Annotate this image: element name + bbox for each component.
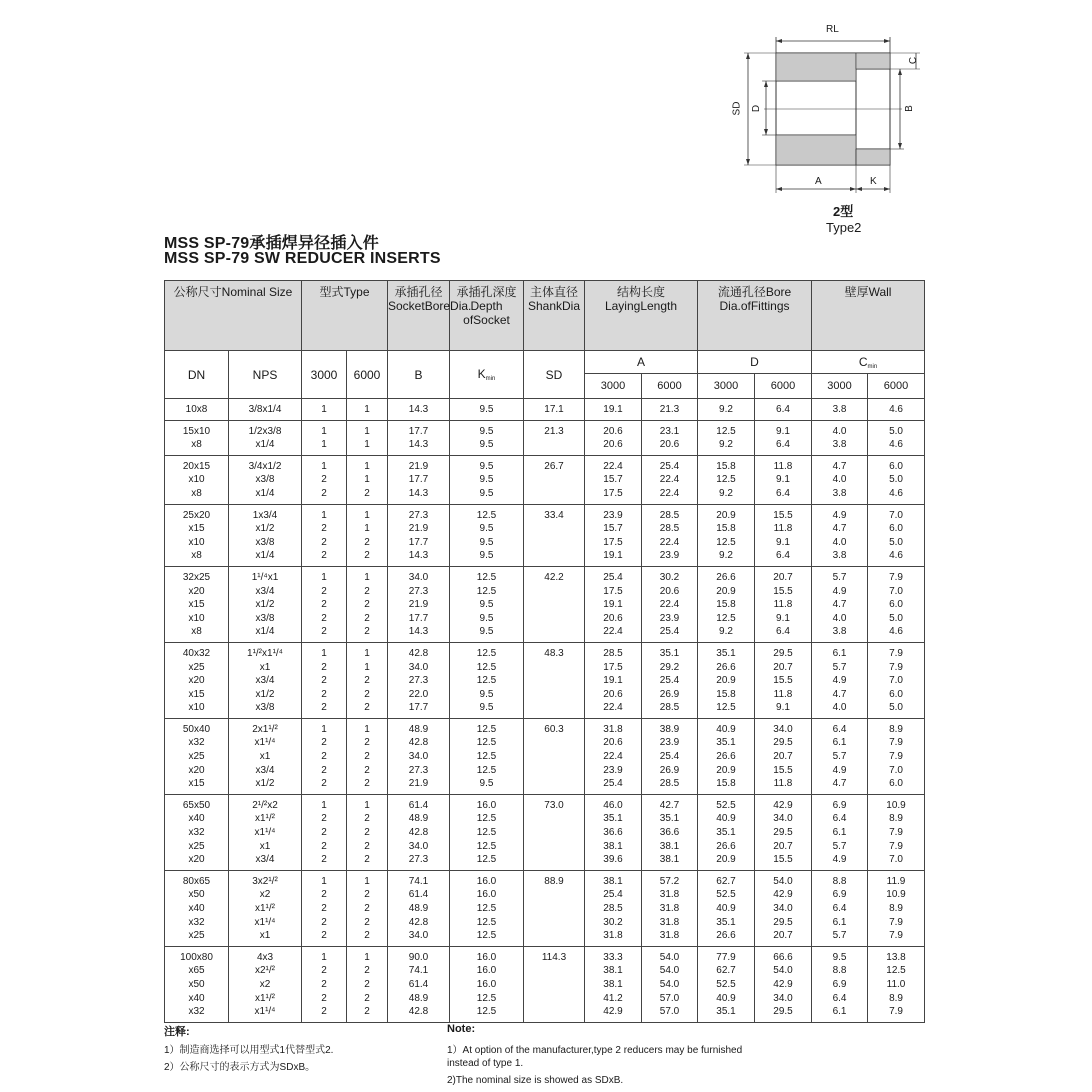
cell-a6000: 35.1 29.2 25.4 26.9 28.5: [642, 642, 698, 718]
cell-a3000: 31.8 20.6 22.4 23.9 25.4: [585, 718, 642, 794]
cell-dn: 20x15 x10 x8: [165, 455, 229, 504]
cell-nps: 3/4x1/2 x3/8 x1/4: [229, 455, 302, 504]
cell-d6000: 9.1 6.4: [755, 420, 812, 455]
cell-c6000: 5.0 4.6: [868, 420, 925, 455]
cell-d6000: 42.9 34.0 29.5 20.7 15.5: [755, 794, 812, 870]
cell-b: 27.3 21.9 17.7 14.3: [388, 504, 450, 566]
cell-dn: 15x10 x8: [165, 420, 229, 455]
cell-a3000: 28.5 17.5 19.1 20.6 22.4: [585, 642, 642, 718]
cell-d3000: 77.9 62.7 52.5 40.9 35.1: [698, 946, 755, 1022]
cell-sd: 33.4: [524, 504, 585, 566]
c-header: $C_{min}$: [812, 351, 925, 374]
cell-b: 90.0 74.1 61.4 48.9 42.8: [388, 946, 450, 1022]
cell-d3000: 20.9 15.8 12.5 9.2: [698, 504, 755, 566]
cell-t3000: 1 2 2 2 2: [302, 718, 347, 794]
cell-dn: 25x20 x15 x10 x8: [165, 504, 229, 566]
cell-d6000: 11.8 9.1 6.4: [755, 455, 812, 504]
wall-header: 壁厚Wall: [812, 281, 925, 351]
a-label: A: [815, 176, 822, 187]
bore-dia-header: 流通孔径Bore Dia.ofFittings: [698, 281, 812, 351]
cell-b: 21.9 17.7 14.3: [388, 455, 450, 504]
title-en: MSS SP-79 SW REDUCER INSERTS: [164, 250, 441, 267]
cell-c3000: 8.8 6.9 6.4 6.1 5.7: [812, 870, 868, 946]
cell-d3000: 12.5 9.2: [698, 420, 755, 455]
size-group-row: [165, 504, 925, 566]
cell-c6000: 10.9 8.9 7.9 7.9 7.0: [868, 794, 925, 870]
cell-sd: 48.3: [524, 642, 585, 718]
cell-t3000: 1: [302, 399, 347, 421]
d-label: D: [751, 104, 763, 113]
cell-sd: 21.3: [524, 420, 585, 455]
cell-sd: 114.3: [524, 946, 585, 1022]
note-cn-1: 1）制造商选择可以用型式1代替型式2.: [164, 1045, 334, 1056]
cell-d3000: 35.1 26.6 20.9 15.8 12.5: [698, 642, 755, 718]
cell-c3000: 4.0 3.8: [812, 420, 868, 455]
cell-dn: 10x8: [165, 399, 229, 421]
reducer-section-svg: [720, 15, 930, 240]
cell-k: 9.5: [450, 399, 524, 421]
c-6000-header: 6000: [868, 374, 925, 399]
cell-t3000: 1 2 2: [302, 455, 347, 504]
cell-k: 9.5 9.5 9.5: [450, 455, 524, 504]
cell-k: 12.5 12.5 12.5 12.5 9.5: [450, 718, 524, 794]
cell-a6000: 54.0 54.0 54.0 57.0 57.0: [642, 946, 698, 1022]
type-header: 型式Type: [302, 281, 388, 351]
cell-a3000: 25.4 17.5 19.1 20.6 22.4: [585, 566, 642, 642]
cell-d6000: 29.5 20.7 15.5 11.8 9.1: [755, 642, 812, 718]
c-label: C: [908, 56, 920, 65]
laying-length-header: 结构长度LayingLength: [585, 281, 698, 351]
cell-a3000: 22.4 15.7 17.5: [585, 455, 642, 504]
dn-header: DN: [165, 351, 229, 399]
cell-c3000: 6.1 5.7 4.9 4.7 4.0: [812, 642, 868, 718]
cell-d6000: 54.0 42.9 34.0 29.5 20.7: [755, 870, 812, 946]
cell-nps: 1¹/⁴x1 x3/4 x1/2 x3/8 x1/4: [229, 566, 302, 642]
size-group-row: [165, 718, 925, 794]
sd-label: SD: [731, 101, 743, 116]
cell-a6000: 42.7 35.1 36.6 38.1 38.1: [642, 794, 698, 870]
cell-a6000: 38.9 23.9 25.4 26.9 28.5: [642, 718, 698, 794]
cell-b: 74.1 61.4 48.9 42.8 34.0: [388, 870, 450, 946]
a-3000-header: 3000: [585, 374, 642, 399]
cell-a3000: 19.1: [585, 399, 642, 421]
cell-dn: 80x65 x50 x40 x32 x25: [165, 870, 229, 946]
cell-d6000: 15.5 11.8 9.1 6.4: [755, 504, 812, 566]
cell-nps: 1/2x3/8 x1/4: [229, 420, 302, 455]
note-en-1: 1）At option of the manufacturer,type 2 reducers may be furnished: [447, 1045, 743, 1056]
cell-k: 16.0 16.0 12.5 12.5 12.5: [450, 870, 524, 946]
note-en-2: instead of type 1.: [447, 1058, 524, 1069]
size-group-row: [165, 870, 925, 946]
cell-sd: 42.2: [524, 566, 585, 642]
cell-dn: 40x32 x25 x20 x15 x10: [165, 642, 229, 718]
nps-header: NPS: [229, 351, 302, 399]
cell-b: 14.3: [388, 399, 450, 421]
cell-t3000: 1 2 2 2 2: [302, 642, 347, 718]
cell-a6000: 25.4 22.4 22.4: [642, 455, 698, 504]
cell-c6000: 11.9 10.9 8.9 7.9 7.9: [868, 870, 925, 946]
note-en-3: 2)The nominal size is showed as SDxB.: [447, 1075, 624, 1086]
cell-t6000: 1 2 2 2 2: [347, 566, 388, 642]
cell-t3000: 1 2 2 2 2: [302, 946, 347, 1022]
cell-sd: 17.1: [524, 399, 585, 421]
cell-sd: 60.3: [524, 718, 585, 794]
cell-c6000: 7.9 7.9 7.0 6.0 5.0: [868, 642, 925, 718]
cell-k: 12.5 12.5 9.5 9.5 9.5: [450, 566, 524, 642]
cell-c6000: 8.9 7.9 7.9 7.0 6.0: [868, 718, 925, 794]
cell-dn: 32x25 x20 x15 x10 x8: [165, 566, 229, 642]
cell-d6000: 34.0 29.5 20.7 15.5 11.8: [755, 718, 812, 794]
size-group-row: [165, 946, 925, 1022]
c-3000-header: 3000: [812, 374, 868, 399]
cell-d3000: 40.9 35.1 26.6 20.9 15.8: [698, 718, 755, 794]
notes-cn-title: 注释:: [164, 1026, 190, 1038]
cell-t6000: 1 1 2: [347, 455, 388, 504]
type2-drawing: [720, 15, 930, 240]
cell-sd: 73.0: [524, 794, 585, 870]
cell-b: 61.4 48.9 42.8 34.0 27.3: [388, 794, 450, 870]
cell-dn: 65x50 x40 x32 x25 x20: [165, 794, 229, 870]
cell-c6000: 13.8 12.5 11.0 8.9 7.9: [868, 946, 925, 1022]
type-6000-header: 6000: [347, 351, 388, 399]
a-header: A: [585, 351, 698, 374]
cell-a3000: 23.9 15.7 17.5 19.1: [585, 504, 642, 566]
type-cn-label: 2型: [833, 204, 854, 219]
cell-a3000: 20.6 20.6: [585, 420, 642, 455]
cell-t6000: 1 2 2 2 2: [347, 870, 388, 946]
type-en-label: Type2: [826, 220, 862, 235]
cell-d6000: 6.4: [755, 399, 812, 421]
cell-c3000: 4.9 4.7 4.0 3.8: [812, 504, 868, 566]
k-label: K: [870, 176, 877, 187]
cell-d3000: 26.6 20.9 15.8 12.5 9.2: [698, 566, 755, 642]
cell-c6000: 4.6: [868, 399, 925, 421]
cell-d3000: 52.5 40.9 35.1 26.6 20.9: [698, 794, 755, 870]
size-group-row: [165, 642, 925, 718]
cell-a6000: 28.5 28.5 22.4 23.9: [642, 504, 698, 566]
cell-t6000: 1 2 2 2 2: [347, 946, 388, 1022]
cell-d3000: 9.2: [698, 399, 755, 421]
cell-b: 42.8 34.0 27.3 22.0 17.7: [388, 642, 450, 718]
k-header: $K_{min}$: [450, 351, 524, 399]
cell-b: 34.0 27.3 21.9 17.7 14.3: [388, 566, 450, 642]
b-label: B: [903, 105, 915, 112]
cell-nps: 2¹/²x2 x1¹/² x1¹/⁴ x1 x3/4: [229, 794, 302, 870]
cell-t6000: 1 1: [347, 420, 388, 455]
sd-header: SD: [524, 351, 585, 399]
cell-a3000: 46.0 35.1 36.6 38.1 39.6: [585, 794, 642, 870]
cell-d6000: 20.7 15.5 11.8 9.1 6.4: [755, 566, 812, 642]
d-6000-header: 6000: [755, 374, 812, 399]
size-group-row: [165, 794, 925, 870]
cell-sd: 88.9: [524, 870, 585, 946]
cell-c3000: 5.7 4.9 4.7 4.0 3.8: [812, 566, 868, 642]
cell-t6000: 1 2 2 2 2: [347, 794, 388, 870]
cell-a6000: 30.2 20.6 22.4 23.9 25.4: [642, 566, 698, 642]
cell-a6000: 23.1 20.6: [642, 420, 698, 455]
cell-c3000: 6.9 6.4 6.1 5.7 4.9: [812, 794, 868, 870]
spec-table-body: [165, 399, 925, 1023]
header-row-1: [165, 281, 925, 351]
b-header: B: [388, 351, 450, 399]
cell-c6000: 7.9 7.0 6.0 5.0 4.6: [868, 566, 925, 642]
cell-k: 16.0 16.0 16.0 12.5 12.5: [450, 946, 524, 1022]
cell-b: 17.7 14.3: [388, 420, 450, 455]
d-header: D: [698, 351, 812, 374]
cell-d3000: 15.8 12.5 9.2: [698, 455, 755, 504]
cell-nps: 1x3/4 x1/2 x3/8 x1/4: [229, 504, 302, 566]
nominal-size-header: 公称尺寸Nominal Size: [165, 281, 302, 351]
cell-t6000: 1 1 2 2: [347, 504, 388, 566]
cell-k: 16.0 12.5 12.5 12.5 12.5: [450, 794, 524, 870]
title-cn: MSS SP-79承插焊异径插入件: [164, 235, 379, 252]
type-3000-header: 3000: [302, 351, 347, 399]
cell-c3000: 4.7 4.0 3.8: [812, 455, 868, 504]
cell-t3000: 1 2 2 2 2: [302, 870, 347, 946]
cell-k: 12.5 12.5 12.5 9.5 9.5: [450, 642, 524, 718]
cell-c3000: 3.8: [812, 399, 868, 421]
cell-c3000: 9.5 8.8 6.9 6.4 6.1: [812, 946, 868, 1022]
size-group-row: [165, 566, 925, 642]
cell-c6000: 7.0 6.0 5.0 4.6: [868, 504, 925, 566]
spec-table: [164, 280, 925, 1023]
cell-nps: 2x1¹/² x1¹/⁴ x1 x3/4 x1/2: [229, 718, 302, 794]
cell-nps: 3/8x1/4: [229, 399, 302, 421]
cell-a3000: 38.1 25.4 28.5 30.2 31.8: [585, 870, 642, 946]
cell-c6000: 6.0 5.0 4.6: [868, 455, 925, 504]
cell-d3000: 62.7 52.5 40.9 35.1 26.6: [698, 870, 755, 946]
cell-dn: 50x40 x32 x25 x20 x15: [165, 718, 229, 794]
cell-d6000: 66.6 54.0 42.9 34.0 29.5: [755, 946, 812, 1022]
cell-t6000: 1: [347, 399, 388, 421]
size-group-row: [165, 399, 925, 421]
cell-t3000: 1 2 2 2: [302, 504, 347, 566]
cell-nps: 4x3 x2¹/² x2 x1¹/² x1¹/⁴: [229, 946, 302, 1022]
cell-b: 48.9 42.8 34.0 27.3 21.9: [388, 718, 450, 794]
cell-a3000: 33.3 38.1 38.1 41.2 42.9: [585, 946, 642, 1022]
cell-nps: 1¹/²x1¹/⁴ x1 x3/4 x1/2 x3/8: [229, 642, 302, 718]
size-group-row: [165, 420, 925, 455]
socket-bore-header: 承插孔径SocketBoreDia.: [388, 281, 450, 351]
rl-label: RL: [826, 24, 839, 35]
cell-t6000: 1 1 2 2 2: [347, 642, 388, 718]
notes-en-title: Note:: [447, 1023, 476, 1035]
d-3000-header: 3000: [698, 374, 755, 399]
cell-k: 9.5 9.5: [450, 420, 524, 455]
cell-c3000: 6.4 6.1 5.7 4.9 4.7: [812, 718, 868, 794]
socket-depth-header: 承插孔深度Depth ofSocket: [450, 281, 524, 351]
cell-t6000: 1 2 2 2 2: [347, 718, 388, 794]
header-row-2: [165, 351, 925, 374]
size-group-row: [165, 455, 925, 504]
cell-t3000: 1 2 2 2 2: [302, 794, 347, 870]
cell-nps: 3x2¹/² x2 x1¹/² x1¹/⁴ x1: [229, 870, 302, 946]
note-cn-2: 2）公称尺寸的表示方式为SDxB。: [164, 1062, 316, 1073]
cell-a6000: 21.3: [642, 399, 698, 421]
cell-a6000: 57.2 31.8 31.8 31.8 31.8: [642, 870, 698, 946]
a-6000-header: 6000: [642, 374, 698, 399]
cell-dn: 100x80 x65 x50 x40 x32: [165, 946, 229, 1022]
cell-sd: 26.7: [524, 455, 585, 504]
cell-k: 12.5 9.5 9.5 9.5: [450, 504, 524, 566]
cell-t3000: 1 2 2 2 2: [302, 566, 347, 642]
cell-t3000: 1 1: [302, 420, 347, 455]
shank-dia-header: 主体直径ShankDia: [524, 281, 585, 351]
